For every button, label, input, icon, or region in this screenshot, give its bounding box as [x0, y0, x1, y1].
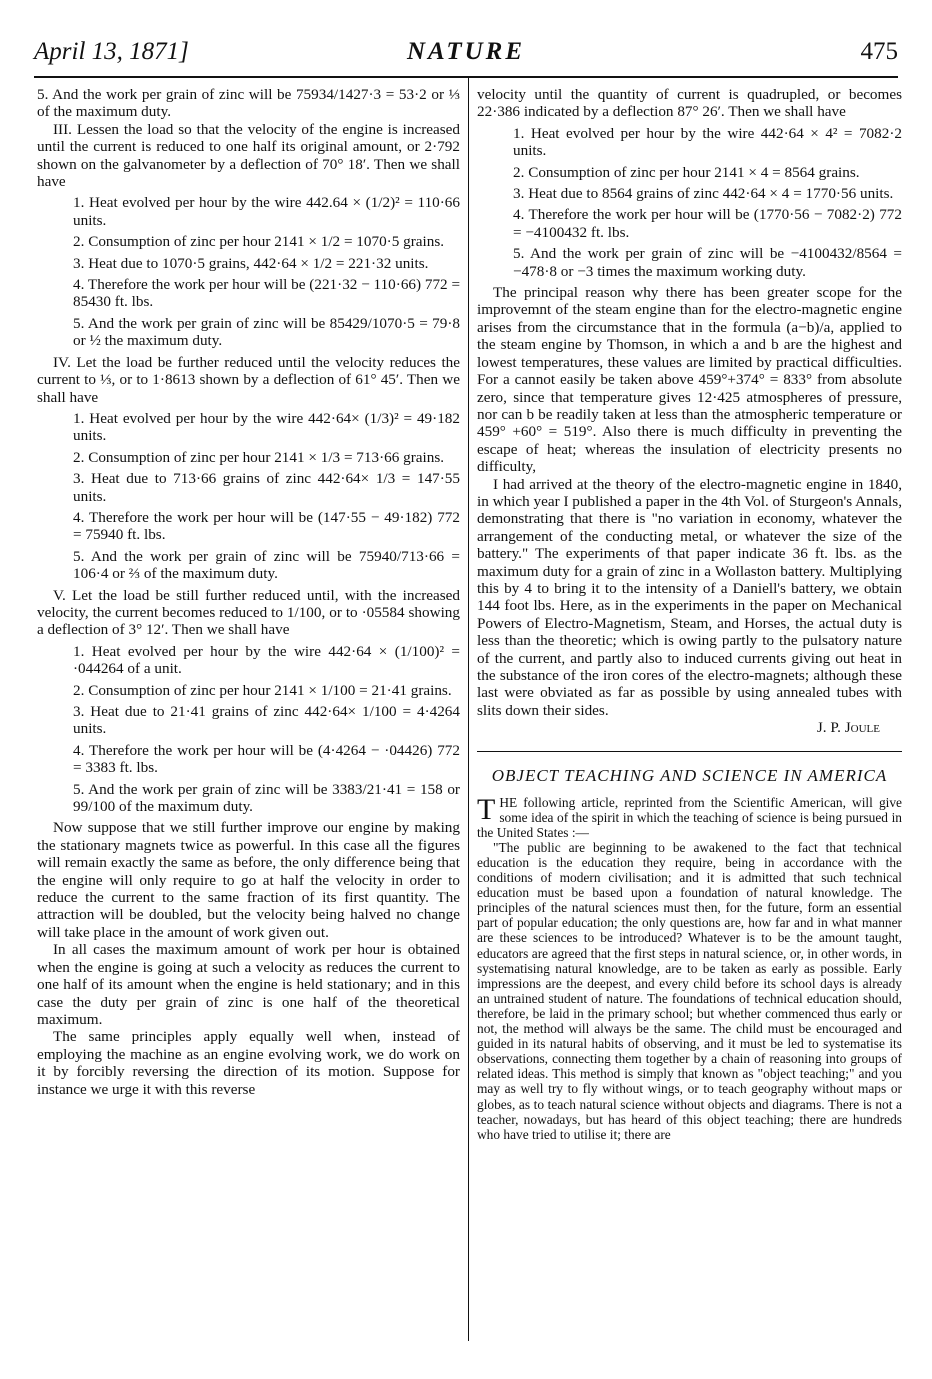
left-column	[37, 86, 460, 1098]
paragraph: Now suppose that we still further improve our engine by making the stationary magnets twice as powerful. In this case all the figures will remain exactly the same as before, the only difference being that the engine will only require to go at half the velocity in order to reduce the current to the same fraction of its first quantity. The attraction will be doubled, but the velocity being halved no change will take place in the amount of work given out.	[37, 819, 460, 941]
paragraph: "The public are beginning to be awakened to the fact that technical education is the education they require, being in accordance with the conditions of modern civilisation; and it is admitted that such technical education must be based upon a foundation of natural knowledge. The principles of the natural sciences must then, for the future, form an essential part of popular education; the only questions are, how far and in what manner are these sciences to be introduced? Whatever is to be the amount taught, educators are agreed that the first steps in natural science, or, in other words, in systematising natural knowledge, are to be taken as early as possible. Early impressions are the deepest, and every child before its school days is already an untrained student of nature. The foundations of technical education should, therefore, be laid in the primary school; but whether commenced thus early or not, the method will always be the same. The child must be encouraged and guided in its natural habits of observing, and it must be led to systematise its observations, connecting them together by a chain of reasoning into groups of related ideas. This method is simply that known as "object teaching;" and you may as well try to fly without wings, or to teach geography without maps or globes, as to teach natural science without objects and diagrams. There is not a teacher, nowadays, but has heard of this object teaching; there are hundreds who have tried to utilise it; there are	[477, 839, 902, 1142]
paragraph: IV. Let the load be further reduced until the velocity reduces the current to ⅓, or to 1·8613 shown by a deflection of 61° 45′. Then we shall have	[37, 353, 460, 406]
list-item: 1. Heat evolved per hour by the wire 442.64 × (1/2)² = 110·66 units.	[73, 194, 460, 229]
page-number: 475	[860, 38, 898, 65]
paragraph: In all cases the maximum amount of work per hour is obtained when the engine is going at such a velocity as reduces the current to one half of its amount when the engine is held stationary; and in this case the duty per grain of zinc is one half of the theoretical maximum.	[37, 941, 460, 1028]
author-signature: J. P. Joule	[816, 719, 880, 737]
list-item: 4. Therefore the work per hour will be (4·4264 − ·04426) 772 = 3383 ft. lbs.	[73, 741, 460, 777]
list-item: 5. And the work per grain of zinc will be 85429/1070·5 = 79·8 or ½ the maximum duty.	[73, 314, 460, 350]
list-item: 2. Consumption of zinc per hour 2141 × 1/100 = 21·41 grains.	[73, 681, 452, 699]
article-separator	[477, 751, 902, 752]
list-item: 2. Consumption of zinc per hour 2141 × 4 = 8564 grains.	[513, 163, 860, 181]
article-intro	[477, 792, 902, 840]
list-item: 4. Therefore the work per hour will be (147·55 − 49·182) 772 = 75940 ft. lbs.	[73, 508, 460, 544]
paragraph: The principal reason why there has been greater scope for the improvemnt of the steam engine than for the electro-magnetic engine arises from the circumstance that in the formula (a−b)/a, applied to the steam engine by Thomson, in which a and b are the highest and lowest temperatures, these values are limited by practical difficulties. For a cannot easily be taken above 459°+374° = 833° from absolute zero, since that temperature gives 12·425 atmospheres of pressure, nor can b be readily taken at less than the atmospheric temperature or 459° +60° = 519°. Also there is much difficulty in preventing the escape of heat; whereas the insulation of electricity presents no difficulty,	[477, 284, 902, 476]
article-title: OBJECT TEACHING AND SCIENCE IN AMERICA	[491, 765, 888, 785]
list-item: 4. Therefore the work per hour will be (1770·56 − 7082·2) 772 = −4100432 ft. lbs.	[513, 206, 902, 241]
paragraph: I had arrived at the theory of the electro-magnetic engine in 1840, in which year I published a paper in the 4th Vol. of Sturgeon's Annals, demonstrating that there is "no variation in economy, whatever the arrangement of the conducting metal, or whatever the size of the battery." The experiments of that paper indicate 36 ft. lbs. as the maximum duty for a grain of zinc in a Wollaston battery. Multiplying this by 4 to bring it to the intensity of a Daniell's battery, we obtain 144 foot lbs. Here, as in the experiments in the paper on Mechanical Powers of Electro-Magnetism, Steam, and Horses, the actual duty is less than the theoretic; which is owing partly to the pulsatory nature of the current, and partly also to induced currents giving out heat in the substance of the iron cores of the electro-magnets; although these last were obviated as far as possible by using annealed tubes with slits down their sides.	[477, 475, 902, 719]
paragraph: The same principles apply equally well when, instead of employing the machine as an engine evolving work, we do work on it by forcibly reversing the direction of its motion. Suppose for instance we urge it with this reverse	[37, 1028, 460, 1098]
list-item: 3. Heat due to 21·41 grains of zinc 442·64× 1/100 = 4·4264 units.	[73, 703, 460, 738]
list-item: 2. Consumption of zinc per hour 2141 × 1/3 = 713·66 grains.	[73, 448, 445, 466]
list-item: 3. Heat due to 713·66 grains of zinc 442·64× 1/3 = 147·55 units.	[73, 470, 460, 505]
right-column	[477, 86, 902, 1142]
issue-date: April 13, 1871]	[34, 38, 189, 65]
list-item: 1. Heat evolved per hour by the wire 442·64× (1/3)² = 49·182 units.	[73, 409, 460, 445]
paragraph: V. Let the load be still further reduced until, with the increased velocity, the current becomes reduced to 1/100, or to ·05584 showing a deflection of 3° 12′. Then we shall have	[37, 586, 460, 639]
header-rule	[34, 76, 898, 78]
list-item: 1. Heat evolved per hour by the wire 442·64 × 4² = 7082·2 units.	[513, 124, 902, 160]
paragraph: velocity until the quantity of current is quadrupled, or becomes 22·386 indicated by a deflection 87° 26′. Then we shall have	[477, 86, 902, 121]
list-item: 5. And the work per grain of zinc will be −4100432/8564 = −478·8 or −3 times the maximum working duty.	[513, 245, 902, 280]
list-item: 2. Consumption of zinc per hour 2141 × 1/2 = 1070·5 grains.	[73, 233, 445, 251]
running-header	[34, 38, 898, 72]
column-divider	[468, 76, 469, 1341]
intro-text: HE following article, reprinted from the Scientific American, will give some idea of the spirit in which the teaching of science is being pursued in the United States :—	[477, 794, 902, 840]
list-item: 3. Heat due to 1070·5 grains, 442·64 × 1/2 = 221·32 units.	[73, 254, 429, 272]
list-item: 5. And the work per grain of zinc will be 3383/21·41 = 158 or 99/100 of the maximum duty.	[73, 780, 460, 816]
paragraph: III. Lessen the load so that the velocity of the engine is increased until the current is reduced to one half its original amount, or 2·792 shown on the galvanometer by a deflection of 70° 18′. Then we shall have	[37, 120, 460, 191]
list-item: 3. Heat due to 8564 grains of zinc 442·64 × 4 = 1770·56 units.	[513, 185, 894, 203]
journal-title: NATURE	[406, 38, 526, 65]
list-item: 1. Heat evolved per hour by the wire 442·64 × (1/100)² = ·044264 of a unit.	[73, 642, 460, 678]
list-item: 4. Therefore the work per hour will be (221·32 − 110·66) 772 = 85430 ft. lbs.	[73, 276, 461, 311]
list-item: 5. And the work per grain of zinc will be 75940/713·66 = 106·4 or ⅔ of the maximum duty.	[73, 547, 460, 583]
drop-cap: T	[477, 792, 496, 826]
paragraph: 5. And the work per grain of zinc will be 75934/1427·3 = 53·2 or ⅓ of the maximum duty.	[37, 86, 460, 121]
